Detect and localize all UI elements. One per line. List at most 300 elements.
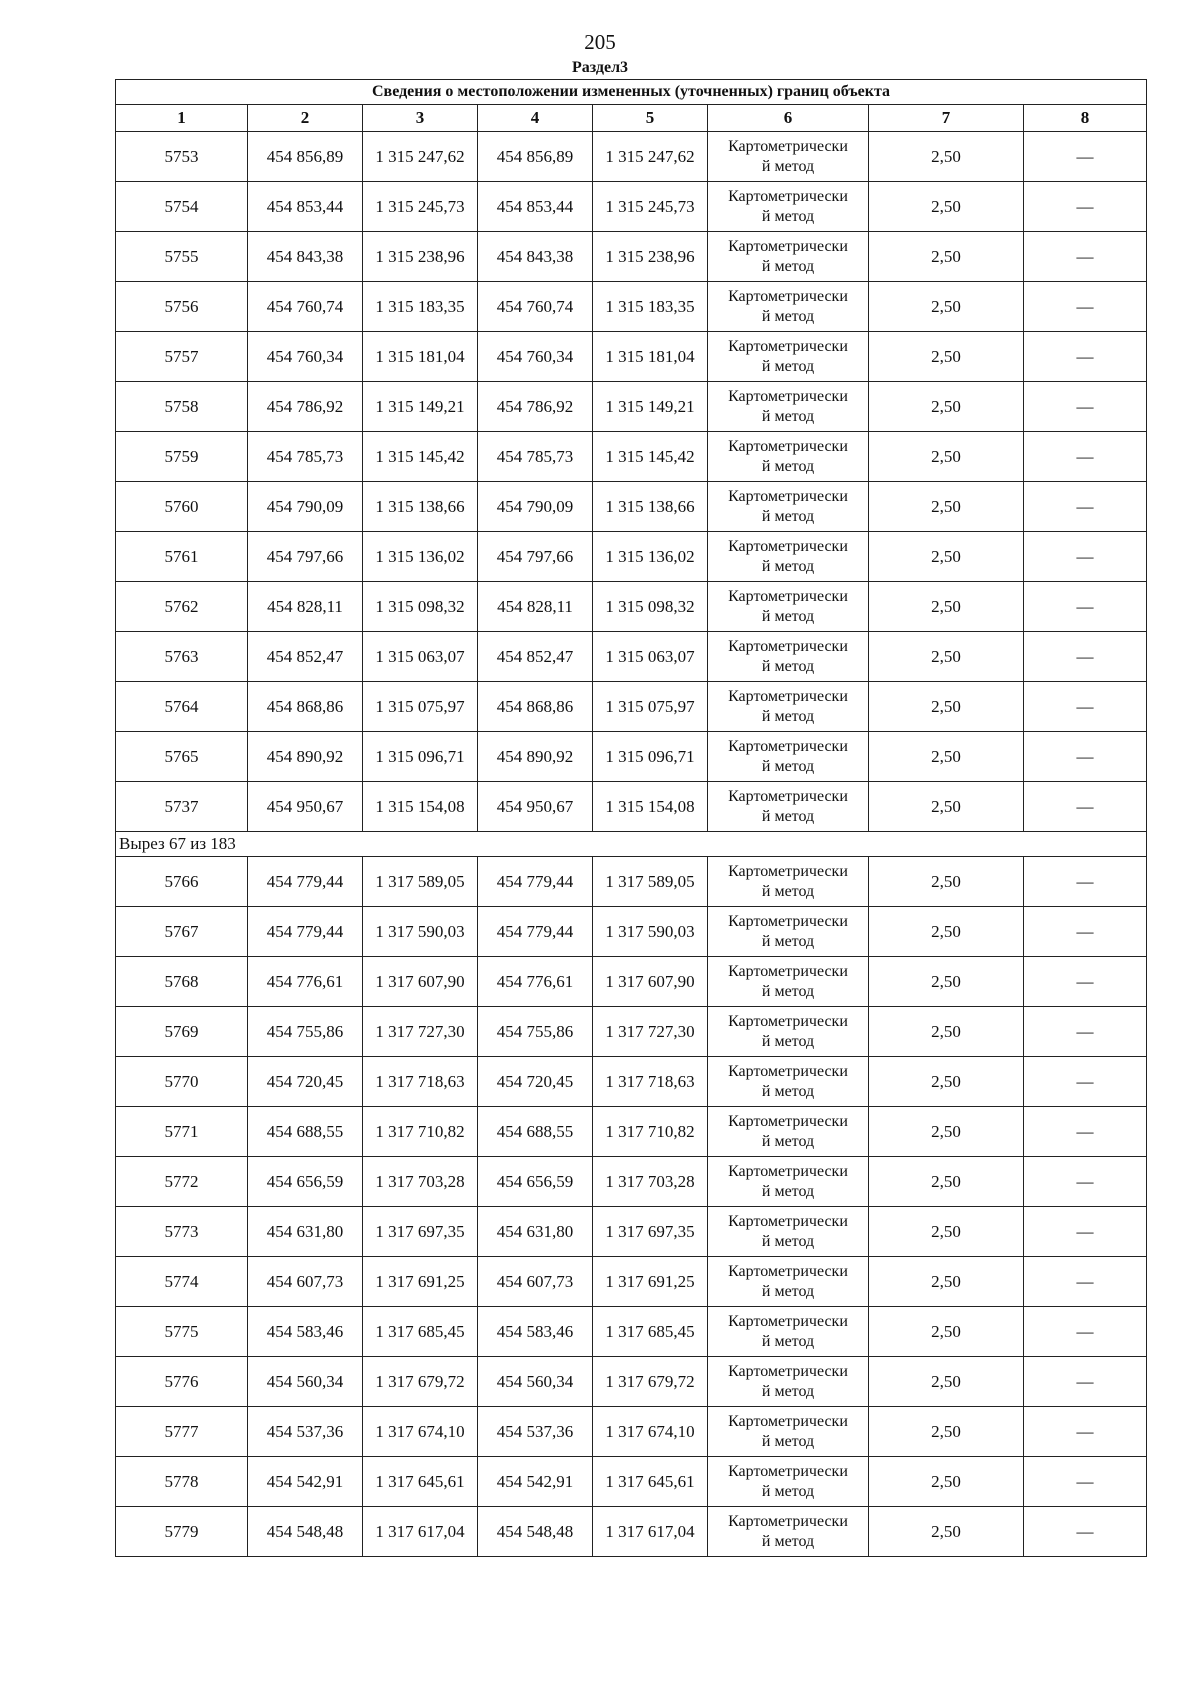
section-title: Раздел3	[571, 59, 629, 76]
table-row	[116, 682, 1147, 732]
note-cell: —	[1024, 1057, 1147, 1107]
y-new-cell: 1 315 096,71	[593, 732, 708, 782]
cutout-separator-row	[116, 832, 1147, 857]
method-line-1: Картометрически	[728, 1262, 848, 1280]
accuracy-cell: 2,50	[869, 907, 1024, 957]
table-row	[116, 1507, 1147, 1557]
point-number-cell: 5758	[116, 382, 248, 432]
point-number-cell: 5762	[116, 582, 248, 632]
method-line-1: Картометрически	[728, 587, 848, 605]
x-existing-cell: 454 852,47	[248, 632, 363, 682]
y-existing-cell: 1 315 096,71	[363, 732, 478, 782]
method-line-2: й метод	[761, 982, 815, 1000]
y-new-cell: 1 317 589,05	[593, 857, 708, 907]
x-new-cell: 454 776,61	[478, 957, 593, 1007]
note-cell: —	[1024, 482, 1147, 532]
method-line-2: й метод	[761, 1432, 815, 1450]
x-new-cell: 454 560,34	[478, 1357, 593, 1407]
table-row	[116, 432, 1147, 482]
x-existing-cell: 454 760,74	[248, 282, 363, 332]
method-line-2: й метод	[761, 932, 815, 950]
method-line-1: Картометрически	[728, 287, 848, 305]
y-new-cell: 1 315 245,73	[593, 182, 708, 232]
note-cell: —	[1024, 232, 1147, 282]
y-existing-cell: 1 317 679,72	[363, 1357, 478, 1407]
y-existing-cell: 1 317 691,25	[363, 1257, 478, 1307]
note-cell: —	[1024, 1157, 1147, 1207]
table-row	[116, 1407, 1147, 1457]
method-line-2: й метод	[761, 707, 815, 725]
note-cell: —	[1024, 432, 1147, 482]
table-row	[116, 1257, 1147, 1307]
method-line-2: й метод	[761, 1532, 815, 1550]
x-existing-cell: 454 760,34	[248, 332, 363, 382]
table-row	[116, 382, 1147, 432]
method-line-1: Картометрически	[728, 487, 848, 505]
point-number-cell: 5759	[116, 432, 248, 482]
method-line-2: й метод	[761, 357, 815, 375]
method-line-2: й метод	[761, 1232, 815, 1250]
note-cell: —	[1024, 1007, 1147, 1057]
method-line-2: й метод	[761, 1382, 815, 1400]
y-existing-cell: 1 317 589,05	[363, 857, 478, 907]
x-new-cell: 454 755,86	[478, 1007, 593, 1057]
method-line-2: й метод	[761, 407, 815, 425]
table-row	[116, 1157, 1147, 1207]
accuracy-cell: 2,50	[869, 282, 1024, 332]
point-number-cell: 5773	[116, 1207, 248, 1257]
table-caption-row	[116, 80, 1147, 105]
accuracy-cell: 2,50	[869, 1107, 1024, 1157]
method-line-1: Картометрически	[728, 1062, 848, 1080]
note-cell: —	[1024, 1207, 1147, 1257]
note-cell: —	[1024, 1107, 1147, 1157]
method-cell	[708, 1457, 869, 1507]
x-existing-cell: 454 542,91	[248, 1457, 363, 1507]
method-line-2: й метод	[761, 557, 815, 575]
method-cell	[708, 182, 869, 232]
method-cell	[708, 432, 869, 482]
method-line-2: й метод	[761, 1332, 815, 1350]
accuracy-cell: 2,50	[869, 1057, 1024, 1107]
method-cell	[708, 1257, 869, 1307]
y-new-cell: 1 315 138,66	[593, 482, 708, 532]
x-new-cell: 454 786,92	[478, 382, 593, 432]
y-existing-cell: 1 315 154,08	[363, 782, 478, 832]
method-line-1: Картометрически	[728, 537, 848, 555]
x-new-cell: 454 843,38	[478, 232, 593, 282]
y-existing-cell: 1 315 247,62	[363, 132, 478, 182]
x-new-cell: 454 607,73	[478, 1257, 593, 1307]
y-existing-cell: 1 317 718,63	[363, 1057, 478, 1107]
y-existing-cell: 1 317 590,03	[363, 907, 478, 957]
y-existing-cell: 1 317 703,28	[363, 1157, 478, 1207]
accuracy-cell: 2,50	[869, 1507, 1024, 1557]
table-row	[116, 907, 1147, 957]
y-existing-cell: 1 315 245,73	[363, 182, 478, 232]
column-number: 5	[593, 105, 708, 132]
y-new-cell: 1 317 645,61	[593, 1457, 708, 1507]
y-new-cell: 1 317 679,72	[593, 1357, 708, 1407]
x-new-cell: 454 760,34	[478, 332, 593, 382]
method-line-2: й метод	[761, 1282, 815, 1300]
method-cell	[708, 282, 869, 332]
y-existing-cell: 1 315 149,21	[363, 382, 478, 432]
method-cell	[708, 957, 869, 1007]
table-body	[116, 132, 1147, 1557]
y-existing-cell: 1 317 617,04	[363, 1507, 478, 1557]
x-new-cell: 454 890,92	[478, 732, 593, 782]
note-cell: —	[1024, 907, 1147, 957]
method-cell	[708, 1107, 869, 1157]
y-new-cell: 1 317 691,25	[593, 1257, 708, 1307]
method-line-1: Картометрически	[728, 237, 848, 255]
x-new-cell: 454 950,67	[478, 782, 593, 832]
point-number-cell: 5771	[116, 1107, 248, 1157]
method-line-2: й метод	[761, 1032, 815, 1050]
y-new-cell: 1 317 710,82	[593, 1107, 708, 1157]
accuracy-cell: 2,50	[869, 957, 1024, 1007]
method-cell	[708, 1357, 869, 1407]
point-number-cell: 5770	[116, 1057, 248, 1107]
x-new-cell: 454 852,47	[478, 632, 593, 682]
column-number-row	[116, 105, 1147, 132]
y-new-cell: 1 317 607,90	[593, 957, 708, 1007]
point-number-cell: 5765	[116, 732, 248, 782]
table-row	[116, 232, 1147, 282]
y-new-cell: 1 315 183,35	[593, 282, 708, 332]
x-new-cell: 454 790,09	[478, 482, 593, 532]
method-cell	[708, 582, 869, 632]
y-new-cell: 1 315 136,02	[593, 532, 708, 582]
x-existing-cell: 454 776,61	[248, 957, 363, 1007]
note-cell: —	[1024, 857, 1147, 907]
table-row	[116, 1207, 1147, 1257]
point-number-cell: 5779	[116, 1507, 248, 1557]
x-existing-cell: 454 779,44	[248, 907, 363, 957]
method-line-1: Картометрически	[728, 1512, 848, 1530]
table-row	[116, 582, 1147, 632]
column-number: 1	[116, 105, 248, 132]
page-number: 205	[584, 30, 616, 54]
note-cell: —	[1024, 682, 1147, 732]
y-existing-cell: 1 317 645,61	[363, 1457, 478, 1507]
accuracy-cell: 2,50	[869, 782, 1024, 832]
method-line-1: Картометрически	[728, 1362, 848, 1380]
column-number: 7	[869, 105, 1024, 132]
x-new-cell: 454 828,11	[478, 582, 593, 632]
method-line-1: Картометрически	[728, 1162, 848, 1180]
x-existing-cell: 454 656,59	[248, 1157, 363, 1207]
x-existing-cell: 454 779,44	[248, 857, 363, 907]
note-cell: —	[1024, 782, 1147, 832]
x-existing-cell: 454 797,66	[248, 532, 363, 582]
x-new-cell: 454 542,91	[478, 1457, 593, 1507]
y-new-cell: 1 315 247,62	[593, 132, 708, 182]
y-new-cell: 1 315 098,32	[593, 582, 708, 632]
point-number-cell: 5772	[116, 1157, 248, 1207]
accuracy-cell: 2,50	[869, 132, 1024, 182]
x-new-cell: 454 785,73	[478, 432, 593, 482]
method-line-2: й метод	[761, 1182, 815, 1200]
method-cell	[708, 1307, 869, 1357]
x-existing-cell: 454 583,46	[248, 1307, 363, 1357]
y-existing-cell: 1 317 607,90	[363, 957, 478, 1007]
method-cell	[708, 1507, 869, 1557]
table-row	[116, 1457, 1147, 1507]
method-cell	[708, 232, 869, 282]
x-existing-cell: 454 890,92	[248, 732, 363, 782]
method-line-2: й метод	[761, 457, 815, 475]
y-new-cell: 1 317 674,10	[593, 1407, 708, 1457]
method-cell	[708, 1007, 869, 1057]
accuracy-cell: 2,50	[869, 682, 1024, 732]
x-existing-cell: 454 755,86	[248, 1007, 363, 1057]
x-new-cell: 454 583,46	[478, 1307, 593, 1357]
y-new-cell: 1 315 181,04	[593, 332, 708, 382]
point-number-cell: 5776	[116, 1357, 248, 1407]
y-new-cell: 1 317 697,35	[593, 1207, 708, 1257]
note-cell: —	[1024, 632, 1147, 682]
point-number-cell: 5768	[116, 957, 248, 1007]
accuracy-cell: 2,50	[869, 632, 1024, 682]
method-line-2: й метод	[761, 307, 815, 325]
y-new-cell: 1 317 685,45	[593, 1307, 708, 1357]
table-row	[116, 182, 1147, 232]
method-line-2: й метод	[761, 1082, 815, 1100]
accuracy-cell: 2,50	[869, 857, 1024, 907]
point-number-cell: 5775	[116, 1307, 248, 1357]
x-new-cell: 454 797,66	[478, 532, 593, 582]
point-number-cell: 5755	[116, 232, 248, 282]
note-cell: —	[1024, 957, 1147, 1007]
y-new-cell: 1 315 154,08	[593, 782, 708, 832]
x-new-cell: 454 868,86	[478, 682, 593, 732]
method-line-1: Картометрически	[728, 637, 848, 655]
table-row	[116, 957, 1147, 1007]
point-number-cell: 5774	[116, 1257, 248, 1307]
point-number-cell: 5767	[116, 907, 248, 957]
x-new-cell: 454 856,89	[478, 132, 593, 182]
x-new-cell: 454 779,44	[478, 907, 593, 957]
accuracy-cell: 2,50	[869, 1457, 1024, 1507]
note-cell: —	[1024, 382, 1147, 432]
x-existing-cell: 454 853,44	[248, 182, 363, 232]
note-cell: —	[1024, 132, 1147, 182]
method-cell	[708, 857, 869, 907]
x-existing-cell: 454 720,45	[248, 1057, 363, 1107]
x-new-cell: 454 760,74	[478, 282, 593, 332]
method-line-1: Картометрически	[728, 687, 848, 705]
method-line-1: Картометрически	[728, 912, 848, 930]
note-cell: —	[1024, 1507, 1147, 1557]
y-existing-cell: 1 315 098,32	[363, 582, 478, 632]
y-existing-cell: 1 317 685,45	[363, 1307, 478, 1357]
x-existing-cell: 454 631,80	[248, 1207, 363, 1257]
method-cell	[708, 132, 869, 182]
method-line-1: Картометрически	[728, 187, 848, 205]
method-cell	[708, 732, 869, 782]
method-cell	[708, 482, 869, 532]
method-line-2: й метод	[761, 1132, 815, 1150]
method-line-2: й метод	[761, 507, 815, 525]
point-number-cell: 5761	[116, 532, 248, 582]
point-number-cell: 5769	[116, 1007, 248, 1057]
table-row	[116, 1307, 1147, 1357]
accuracy-cell: 2,50	[869, 332, 1024, 382]
method-line-1: Картометрически	[728, 1212, 848, 1230]
accuracy-cell: 2,50	[869, 432, 1024, 482]
y-existing-cell: 1 317 727,30	[363, 1007, 478, 1057]
y-new-cell: 1 317 703,28	[593, 1157, 708, 1207]
column-number: 8	[1024, 105, 1147, 132]
accuracy-cell: 2,50	[869, 532, 1024, 582]
point-number-cell: 5763	[116, 632, 248, 682]
point-number-cell: 5757	[116, 332, 248, 382]
accuracy-cell: 2,50	[869, 182, 1024, 232]
accuracy-cell: 2,50	[869, 1257, 1024, 1307]
table-caption: Сведения о местоположении измененных (уточненных) границ объекта	[116, 80, 1147, 105]
table-row	[116, 732, 1147, 782]
x-new-cell: 454 656,59	[478, 1157, 593, 1207]
method-cell	[708, 682, 869, 732]
table-row	[116, 1107, 1147, 1157]
boundary-coordinates-table	[115, 79, 1147, 1557]
x-existing-cell: 454 786,92	[248, 382, 363, 432]
note-cell: —	[1024, 332, 1147, 382]
accuracy-cell: 2,50	[869, 582, 1024, 632]
y-new-cell: 1 315 145,42	[593, 432, 708, 482]
method-line-1: Картометрически	[728, 1462, 848, 1480]
note-cell: —	[1024, 1357, 1147, 1407]
x-existing-cell: 454 548,48	[248, 1507, 363, 1557]
method-cell	[708, 332, 869, 382]
note-cell: —	[1024, 1457, 1147, 1507]
accuracy-cell: 2,50	[869, 1207, 1024, 1257]
table-row	[116, 132, 1147, 182]
cutout-label: Вырез 67 из 183	[116, 832, 1147, 857]
point-number-cell: 5760	[116, 482, 248, 532]
method-cell	[708, 532, 869, 582]
method-line-1: Картометрически	[728, 137, 848, 155]
point-number-cell: 5778	[116, 1457, 248, 1507]
y-new-cell: 1 317 617,04	[593, 1507, 708, 1557]
table-row	[116, 1057, 1147, 1107]
x-existing-cell: 454 843,38	[248, 232, 363, 282]
y-existing-cell: 1 317 674,10	[363, 1407, 478, 1457]
table-row	[116, 332, 1147, 382]
column-number: 2	[248, 105, 363, 132]
x-existing-cell: 454 868,86	[248, 682, 363, 732]
method-line-1: Картометрически	[728, 787, 848, 805]
method-line-2: й метод	[761, 657, 815, 675]
accuracy-cell: 2,50	[869, 482, 1024, 532]
method-cell	[708, 1207, 869, 1257]
method-cell	[708, 1407, 869, 1457]
x-existing-cell: 454 790,09	[248, 482, 363, 532]
method-cell	[708, 1057, 869, 1107]
table-row	[116, 282, 1147, 332]
column-number: 3	[363, 105, 478, 132]
y-existing-cell: 1 315 181,04	[363, 332, 478, 382]
method-line-2: й метод	[761, 807, 815, 825]
method-line-1: Картометрически	[728, 387, 848, 405]
x-existing-cell: 454 560,34	[248, 1357, 363, 1407]
note-cell: —	[1024, 732, 1147, 782]
x-existing-cell: 454 688,55	[248, 1107, 363, 1157]
accuracy-cell: 2,50	[869, 732, 1024, 782]
method-line-1: Картометрически	[728, 1112, 848, 1130]
accuracy-cell: 2,50	[869, 1357, 1024, 1407]
y-existing-cell: 1 315 238,96	[363, 232, 478, 282]
x-existing-cell: 454 828,11	[248, 582, 363, 632]
x-existing-cell: 454 607,73	[248, 1257, 363, 1307]
note-cell: —	[1024, 532, 1147, 582]
x-new-cell: 454 548,48	[478, 1507, 593, 1557]
method-line-2: й метод	[761, 607, 815, 625]
table-row	[116, 1357, 1147, 1407]
column-number: 4	[478, 105, 593, 132]
table-row	[116, 632, 1147, 682]
y-existing-cell: 1 315 138,66	[363, 482, 478, 532]
y-new-cell: 1 315 075,97	[593, 682, 708, 732]
y-existing-cell: 1 315 075,97	[363, 682, 478, 732]
accuracy-cell: 2,50	[869, 1307, 1024, 1357]
note-cell: —	[1024, 182, 1147, 232]
method-line-1: Картометрически	[728, 1312, 848, 1330]
point-number-cell: 5764	[116, 682, 248, 732]
point-number-cell: 5756	[116, 282, 248, 332]
method-line-1: Картометрически	[728, 862, 848, 880]
y-existing-cell: 1 315 183,35	[363, 282, 478, 332]
point-number-cell: 5737	[116, 782, 248, 832]
y-new-cell: 1 317 590,03	[593, 907, 708, 957]
method-cell	[708, 782, 869, 832]
note-cell: —	[1024, 1407, 1147, 1457]
accuracy-cell: 2,50	[869, 1157, 1024, 1207]
method-line-1: Картометрически	[728, 337, 848, 355]
y-existing-cell: 1 317 710,82	[363, 1107, 478, 1157]
method-line-2: й метод	[761, 157, 815, 175]
point-number-cell: 5777	[116, 1407, 248, 1457]
x-new-cell: 454 853,44	[478, 182, 593, 232]
y-new-cell: 1 317 718,63	[593, 1057, 708, 1107]
table-row	[116, 857, 1147, 907]
note-cell: —	[1024, 1307, 1147, 1357]
y-existing-cell: 1 315 063,07	[363, 632, 478, 682]
x-new-cell: 454 688,55	[478, 1107, 593, 1157]
y-new-cell: 1 315 063,07	[593, 632, 708, 682]
x-existing-cell: 454 856,89	[248, 132, 363, 182]
accuracy-cell: 2,50	[869, 382, 1024, 432]
accuracy-cell: 2,50	[869, 1407, 1024, 1457]
method-cell	[708, 382, 869, 432]
x-new-cell: 454 631,80	[478, 1207, 593, 1257]
y-new-cell: 1 315 238,96	[593, 232, 708, 282]
table-row	[116, 1007, 1147, 1057]
x-existing-cell: 454 950,67	[248, 782, 363, 832]
accuracy-cell: 2,50	[869, 232, 1024, 282]
y-existing-cell: 1 315 145,42	[363, 432, 478, 482]
method-line-1: Картометрически	[728, 1012, 848, 1030]
table-row	[116, 782, 1147, 832]
method-line-2: й метод	[761, 757, 815, 775]
column-number: 6	[708, 105, 869, 132]
y-existing-cell: 1 315 136,02	[363, 532, 478, 582]
x-new-cell: 454 779,44	[478, 857, 593, 907]
note-cell: —	[1024, 1257, 1147, 1307]
method-cell	[708, 632, 869, 682]
